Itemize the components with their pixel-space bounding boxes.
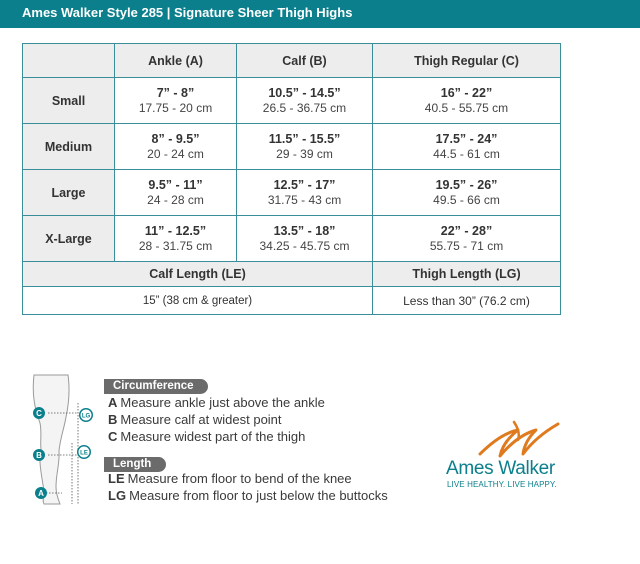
leg-measurement-diagram [26,373,98,509]
logo-wordmark: Ames Walker [446,458,555,479]
legend-text: Measure widest part of the thigh [120,429,306,444]
inch-range: 10.5” - 14.5” [268,85,341,100]
list-item [108,470,388,487]
size-label: Small [23,78,115,124]
table-row [23,216,561,262]
list-item [108,487,388,504]
cm-range: 55.75 - 71 cm [429,238,504,253]
table-row [23,124,561,170]
size-label: Medium [23,124,115,170]
calf-cell [237,78,373,124]
calf-length-value: 15” (38 cm & greater) [23,287,373,315]
cm-range: 26.5 - 36.75 cm [262,100,347,115]
legend-key: LE [108,471,125,486]
inch-range: 13.5” - 18” [273,223,336,238]
marker-le [77,445,91,459]
inch-range: 12.5” - 17” [273,177,336,192]
marker-lg-label: LG [81,413,91,420]
marker-c [33,407,45,419]
thigh-length-value: Less than 30” (76.2 cm) [373,287,561,315]
calf-cell [237,124,373,170]
circumference-pill [104,376,208,394]
thigh-length-header: Thigh Length (LG) [373,262,561,287]
ames-walker-logo [440,418,580,490]
cm-range: 20 - 24 cm [147,146,204,161]
cm-range: 24 - 28 cm [147,192,204,207]
length-header-row [23,262,561,287]
walker-swoosh-icon [478,418,560,460]
logo-tagline: LIVE HEALTHY. LIVE HAPPY. [447,480,557,489]
marker-a-label: A [38,489,44,498]
table-row [23,170,561,216]
cm-range: 31.75 - 43 cm [267,192,342,207]
marker-b-label: B [36,451,42,460]
size-label: Large [23,170,115,216]
ankle-cell [115,78,237,124]
leg-outline [33,375,69,504]
cm-range: 28 - 31.75 cm [138,238,213,253]
table-corner-cell [23,44,115,78]
length-list [108,470,388,504]
inch-range: 22” - 28” [440,223,493,238]
marker-le-label: LE [80,450,88,457]
size-chart-table [22,43,561,315]
legend-text: Measure ankle just above the ankle [120,395,325,410]
thigh-cell [373,170,561,216]
length-title: Length [104,457,166,472]
inch-range: 7” - 8” [156,85,195,100]
circumference-title: Circumference [104,379,208,394]
inch-range: 8” - 9.5” [151,131,200,146]
length-value-row [23,287,561,315]
legend-text: Measure from floor to bend of the knee [127,471,352,486]
thigh-cell [373,216,561,262]
legend-text: Measure from floor to just below the buttocks [129,488,388,503]
marker-lg [79,408,93,422]
ankle-cell [115,216,237,262]
calf-cell [237,216,373,262]
legend-text: Measure calf at widest point [120,412,282,427]
column-header-calf: Calf (B) [237,44,373,78]
marker-c-label: C [36,409,42,418]
list-item [108,428,325,445]
size-label: X-Large [23,216,115,262]
cm-range: 17.75 - 20 cm [138,100,213,115]
list-item [108,411,325,428]
calf-cell [237,170,373,216]
cm-range: 49.5 - 66 cm [433,192,500,207]
column-header-ankle: Ankle (A) [115,44,237,78]
inch-range: 11.5” - 15.5” [268,131,341,146]
ankle-cell [115,124,237,170]
ankle-cell [115,170,237,216]
inch-range: 16” - 22” [440,85,493,100]
marker-a [35,487,47,499]
inch-range: 19.5” - 26” [435,177,498,192]
list-item [108,394,325,411]
legend-key: A [108,395,118,410]
page-title: Ames Walker Style 285 | Signature Sheer Thigh Highs [22,5,353,20]
thigh-cell [373,124,561,170]
cm-range: 34.25 - 45.75 cm [259,238,350,253]
inch-range: 9.5” - 11” [148,177,203,192]
legend-key: C [108,429,118,444]
column-header-thigh: Thigh Regular (C) [373,44,561,78]
table-row [23,78,561,124]
inch-range: 11” - 12.5” [144,223,207,238]
legend-key: LG [108,488,127,503]
cm-range: 29 - 39 cm [276,146,333,161]
page-header [0,0,640,28]
circumference-list [108,394,325,445]
table-header-row [23,44,561,78]
cm-range: 44.5 - 61 cm [433,146,500,161]
inch-range: 17.5” - 24” [435,131,498,146]
marker-b [33,449,45,461]
calf-length-header: Calf Length (LE) [23,262,373,287]
cm-range: 40.5 - 55.75 cm [424,100,509,115]
legend-key: B [108,412,118,427]
thigh-cell [373,78,561,124]
